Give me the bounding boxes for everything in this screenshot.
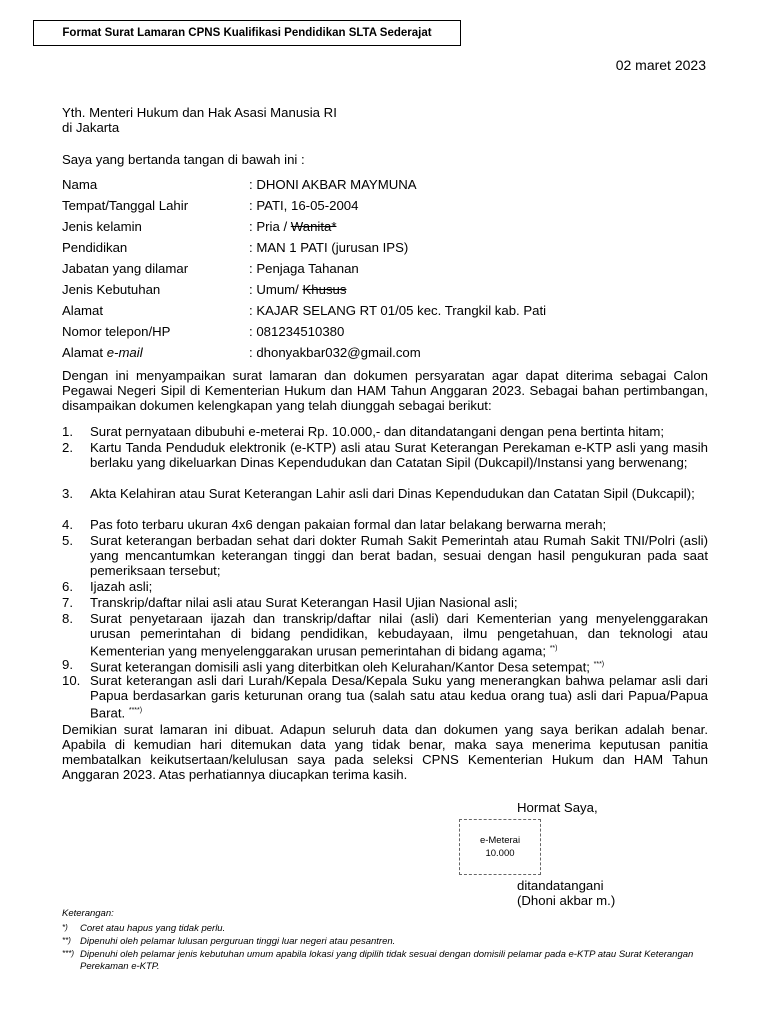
signatory-name: (Dhoni akbar m.) xyxy=(517,893,616,908)
list-number: 10. xyxy=(62,673,81,688)
note-item: Coret atau hapus yang tidak perlu. xyxy=(80,923,226,934)
list-item: Pas foto terbaru ukuran 4x6 dengan pakaian formal dan latar belakang berwarna merah; xyxy=(90,517,607,532)
field-value-address: : KAJAR SELANG RT 01/05 kec. Trangkil kab. Pati xyxy=(249,303,547,318)
gender-struck: Wanita* xyxy=(290,219,337,234)
list-number: 1. xyxy=(62,424,73,439)
list-item: Kartu Tanda Penduduk elektronik (e-KTP) asli atau Surat Keterangan Perekaman e-KTP asli yang masih berlaku yang dikeluarkan Dinas Kependudukan dan Catatan Sipil (Dukcapil)/Instansi yang berwenang; xyxy=(90,440,708,470)
closing-greeting: Hormat Saya, xyxy=(517,800,598,815)
gender-selected: : Pria / xyxy=(249,219,291,234)
note-item: Dipenuhi oleh pelamar jenis kebutuhan umum apabila lokasi yang dipilih tidak sesuai dengan domisili pelamar pada e-KTP atau Surat Keterangan Perekaman e-KTP. xyxy=(80,949,694,972)
stamp-value: 10.000 xyxy=(485,848,515,859)
list-item xyxy=(90,611,708,658)
field-value-phone: : 081234510380 xyxy=(249,324,345,339)
list-item: Ijazah asli; xyxy=(90,579,153,594)
field-value-nama: : DHONI AKBAR MAYMUNA xyxy=(249,177,417,192)
stamp-label: e-Meterai xyxy=(479,835,521,846)
list-number: 5. xyxy=(62,533,73,548)
email-label-text: Alamat xyxy=(62,345,104,360)
list-number: 9. xyxy=(62,657,73,672)
note-item: Dipenuhi oleh pelamar lulusan perguruan tinggi luar negeri atau pesantren. xyxy=(80,936,396,947)
field-value-ttl: : PATI, 16-05-2004 xyxy=(249,198,359,213)
list-number: 3. xyxy=(62,486,73,501)
list-item xyxy=(90,657,708,674)
field-label-email xyxy=(62,345,143,360)
list-number: 8. xyxy=(62,611,73,626)
list-item xyxy=(90,673,708,720)
list-item: Surat keterangan berbadan sehat dari dokter Rumah Sakit Pemerintah atau Rumah Sakit TNI/Polri (asli) yang mencantumkan keterangan tinggi dan berat badan, sesuai dengan hasil pengukuran pada saat pemeriksaan tersebut; xyxy=(90,533,708,578)
list-item-text: Surat keterangan asli dari Lurah/Kepala Desa/Kepala Suku yang menerangkan bahwa pelamar asli dari Papua berdasarkan garis keturunan orang tua (salah satu atau kedua orang tua) asli dari Papua/Papua Barat. xyxy=(90,673,708,721)
footnote-mark: **) xyxy=(549,645,558,652)
recipient-line-2: di Jakarta xyxy=(62,120,120,135)
field-value-education: : MAN 1 PATI (jurusan IPS) xyxy=(249,240,409,255)
recipient-line-1: Yth. Menteri Hukum dan Hak Asasi Manusia RI xyxy=(62,105,337,120)
list-item-text: Surat keterangan domisili asli yang diterbitkan oleh Kelurahan/Kantor Desa setempat; xyxy=(90,659,590,675)
field-label-gender: Jenis kelamin xyxy=(62,219,142,234)
note-mark: *) xyxy=(62,923,68,932)
field-value-need-type xyxy=(249,282,346,297)
field-label-need-type: Jenis Kebutuhan xyxy=(62,282,161,297)
footnote-mark: ****) xyxy=(128,707,143,714)
field-label-ttl: Tempat/Tanggal Lahir xyxy=(62,198,189,213)
list-item-text: Surat penyetaraan ijazah dan transkrip/daftar nilai (asli) dari Kementerian yang menyelenggarakan urusan pemerintahan di bidang pendidikan, kebudayaan, ilmu pengetahuan, dan teknologi atau Kementerian yang menyelenggarakan urusan pemerintahan di bidang agama; xyxy=(90,611,708,659)
document-title-text: Format Surat Lamaran CPNS Kualifikasi Pendidikan SLTA Sederajat xyxy=(62,27,432,39)
field-value-email: : dhonyakbar032@gmail.com xyxy=(249,345,421,360)
list-item: Akta Kelahiran atau Surat Keterangan Lahir asli dari Dinas Kependudukan dan Catatan Sipil (Dukcapil); xyxy=(90,486,695,501)
paragraph-closing: Demikian surat lamaran ini dibuat. Adapun seluruh data dan dokumen yang saya berikan adalah benar. Apabila di kemudian hari ditemukan data yang tidak benar, maka saya menerima keputusan panitia membatalkan keikutsertaan/kelulusan saya pada seleksi CPNS Kementerian Hukum dan HAM Tahun Anggaran 2023. Atas perhatiannya diucapkan terima kasih. xyxy=(62,722,708,782)
e-meterai-stamp xyxy=(459,819,541,875)
list-number: 7. xyxy=(62,595,73,610)
note-mark: ***) xyxy=(62,949,75,958)
document-title xyxy=(33,20,461,46)
field-value-position: : Penjaga Tahanan xyxy=(249,261,359,276)
note-mark: **) xyxy=(62,936,71,945)
intro-text: Saya yang bertanda tangan di bawah ini : xyxy=(62,152,305,167)
field-label-education: Pendidikan xyxy=(62,240,128,255)
list-number: 4. xyxy=(62,517,73,532)
signature-status: ditandatangani xyxy=(517,878,604,893)
need-type-struck: Khusus xyxy=(302,282,347,297)
letter-date: 02 maret 2023 xyxy=(615,57,706,73)
paragraph-intro: Dengan ini menyampaikan surat lamaran dan dokumen persyaratan agar dapat diterima sebagai Calon Pegawai Negeri Sipil di Kementerian Hukum dan HAM Tahun Anggaran 2023. Sebagai bahan pertimbangan, disampaikan dokumen kelengkapan yang telah diunggah sebagai berikut: xyxy=(62,368,708,413)
field-label-position: Jabatan yang dilamar xyxy=(62,261,189,276)
field-label-address: Alamat xyxy=(62,303,104,318)
field-value-gender xyxy=(249,219,336,234)
list-number: 2. xyxy=(62,440,73,455)
list-item: Surat pernyataan dibubuhi e-meterai Rp. 10.000,- dan ditandatangani dengan pena bertinta hitam; xyxy=(90,424,665,439)
email-label-italic: e-mail xyxy=(106,345,143,360)
field-label-nama: Nama xyxy=(62,177,98,192)
notes-heading: Keterangan: xyxy=(62,908,114,919)
list-item: Transkrip/daftar nilai asli atau Surat Keterangan Hasil Ujian Nasional asli; xyxy=(90,595,518,610)
footnote-mark: ***) xyxy=(593,661,605,668)
list-number: 6. xyxy=(62,579,73,594)
need-type-selected: : Umum/ xyxy=(249,282,303,297)
field-label-phone: Nomor telepon/HP xyxy=(62,324,171,339)
